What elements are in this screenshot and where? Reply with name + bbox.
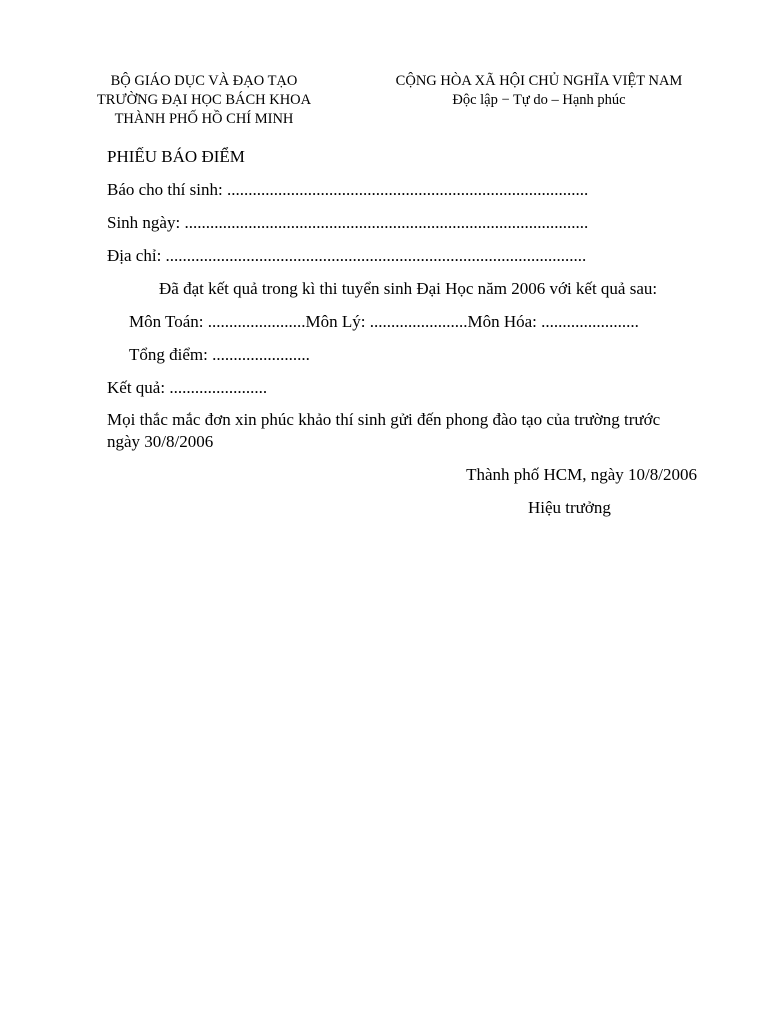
signatory-title: Hiệu trưởng	[528, 498, 611, 517]
national-header	[382, 72, 696, 110]
country-name: CỘNG HÒA XÃ HỘI CHỦ NGHĨA VIỆT NAM	[395, 73, 683, 89]
city-name: THÀNH PHỐ HỒ CHÍ MINH	[114, 111, 294, 127]
ministry-name: BỘ GIÁO DỤC VÀ ĐẠO TẠO	[110, 73, 298, 89]
ministry-header	[84, 72, 324, 129]
signature-place-date: Thành phố HCM, ngày 10/8/2006	[466, 465, 697, 484]
address-line: Địa chỉ: ...................................................................................................	[107, 246, 587, 265]
appeal-deadline: ngày 30/8/2006	[107, 432, 214, 451]
total-score-line: Tổng điểm: .......................	[129, 345, 310, 364]
result-intro: Đã đạt kết quả trong kì thi tuyển sinh Đại Học năm 2006 với kết quả sau:	[159, 279, 658, 298]
national-motto: Độc lập − Tự do – Hạnh phúc	[452, 92, 626, 108]
birth-date-line: Sinh ngày: ...............................................................................................	[107, 213, 589, 232]
outcome-line: Kết quả: .......................	[107, 378, 268, 397]
university-name: TRƯỜNG ĐẠI HỌC BÁCH KHOA	[96, 92, 312, 108]
subject-scores-line: Môn Toán: .......................Môn Lý: .......................Môn Hóa: .......................	[129, 312, 639, 331]
appeal-note: Mọi thắc mắc đơn xin phúc khảo thí sinh gửi đến phong đào tạo của trường trước	[107, 410, 661, 429]
document-title: PHIẾU BÁO ĐIỂM	[107, 147, 245, 166]
student-name-line: Báo cho thí sinh: .....................................................................................	[107, 180, 589, 199]
